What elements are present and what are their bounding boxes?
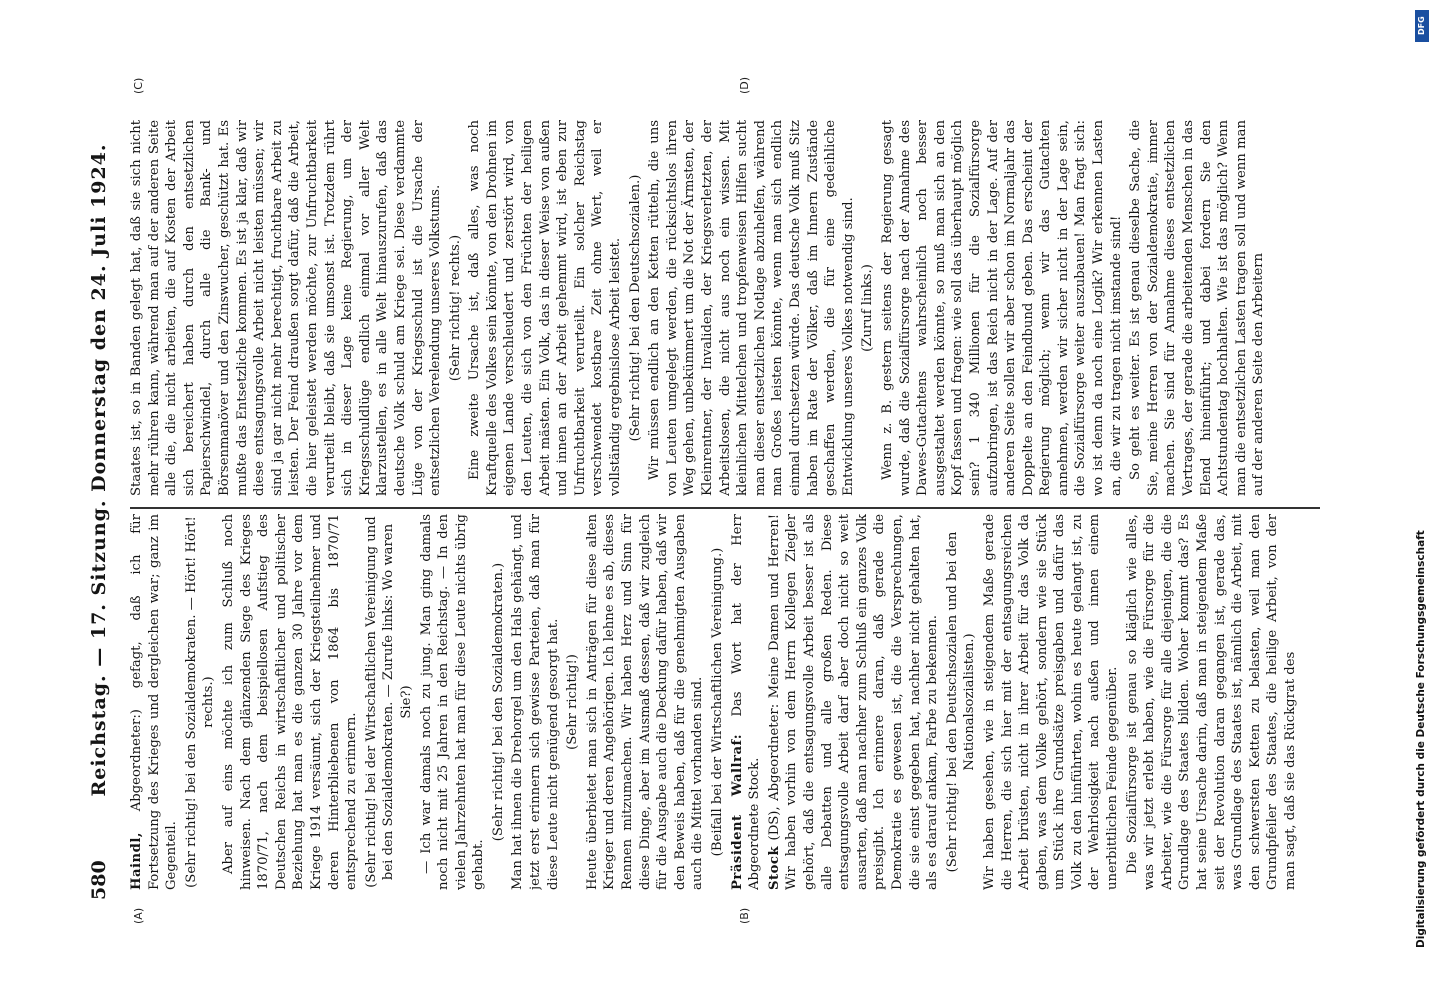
paragraph: Die Sozialfürsorge ist genau so kläglich wie alles, was wir jetzt erlebt haben, wie die Fürsorge für die Arbeiter, wie die Fürsorge für alle diejenigen, die die Grundlage des Staates bilden. Woher kommt das? Es hat seine Ursache darin, daß man in steigendem Maße seit der Revolution daran gegangen ist, gerade das, was Grundlage des Staates ist, nämlich die Arbeit, mit den schwersten Ketten zu belasten, weil man den Grundpfeiler des Staates, die heilige Arbeit, von der man sagt, daß sie das Rückgrat des: [1124, 514, 1298, 890]
speech-text: (DS), Abgeordneter: Meine Damen und Herren! Wir haben vorhin von dem Herrn Kollegen Ziegler gehört, daß die entsagungsvolle Arbeit besser ist als alle Debatten und alle großen Reden. Diese entsagungsvolle Arbeit darf aber doch nicht so weit ausarten, daß man nachher zum Schluß ein ganzes Volk preisgibt. Ich erinnere daran, daß gerade die Demokratie es gewesen ist, die die Versprechungen, die sie einst gegeben hat, nachher nicht gehalten hat, als es darauf ankam, Farbe zu bekennen.: [766, 514, 941, 890]
speaker-paragraph: [729, 514, 764, 890]
paragraph: Wir haben gesehen, wie in steigendem Maße gerade die Herren, die sich hier mit der entsagungsreichen Arbeit brüsten, nicht in ihrer Arbeit für das Volk da gaben, was dem Volke gehört, sondern wie sie Stück um Stück ihre Grundsätze preisgaben und dafür das Volk zu den hinführten, wohin es heute gelangt ist, zu der Wehrlosigkeit nach außen und innen einem unerbittlichen Feinde gegenüber.: [981, 514, 1121, 890]
paragraph: Heute überbietet man sich in Anträgen für diese alten Krieger und deren Angehörigen. Ich lehne es ab, dieses Rennen mitzumachen. Wir haben Herz und Sinn für diese Dinge, aber im Ausmaß dessen, daß wir zugleich für die Ausgabe auch die Deckung dafür haben, daß wir den Beweis haben, daß für die genehmigten Ausgaben auch die Mittel vorhanden sind.: [584, 514, 706, 890]
paragraph: Wenn z. B. gestern seitens der Regierung gesagt wurde, daß die Sozialfürsorge nach der Annahme des Dawes-Gutachtens wahrscheinlich noch besser ausgestaltet werden könnte, so muß man sich an den Kopf fassen und fragen: wie soll das überhaupt möglich sein? 1 340 Millionen für die Sozialfürsorge aufzubringen, ist das Reich nicht in der Lage. Auf der anderen Seite sollen wir aber schon im Normaljahr das Doppelte an den Feindbund geben. Das erscheint der Regierung möglich; wenn wir das Gutachten annehmen, werden wir sicher nicht in der Lage sein, die Sozialfürsorge weiter auszubauen! Man fragt sich: wo ist denn da noch eine Logik? Wir erkennen Lasten an, die wir zu tragen nicht imstande sind!: [879, 120, 1124, 496]
column-divider: [130, 507, 1320, 509]
interjection: (Sehr richtig! bei den Sozialdemokraten.): [490, 562, 506, 842]
margin-letter-c: (C): [132, 77, 145, 94]
dfg-logo: DFG: [1415, 10, 1429, 42]
page-title: Reichstag. — 17. Sitzung. Donnerstag den 24. Juli 1924.: [88, 143, 110, 797]
speaker-paragraph: [766, 514, 942, 890]
right-column: [128, 120, 1328, 496]
paragraph: Aber auf eins möchte ich zum Schluß noch hinweisen. Nach dem glänzenden Siege des Krieges 1870/71, nach dem beispiellosen Aufstieg des Deutschen Reichs in wirtschaftlicher und politischer Beziehung hat man es die ganzen 30 Jahre vor dem Kriege 1914 versäumt, sich der Kriegsteilnehmer und deren Hinterbliebenen von 1864 bis 1870/71 entsprechend zu erinnern.: [220, 514, 360, 890]
paragraph: — Ich war damals noch zu jung. Man ging damals noch nicht mit 25 Jahren in den Reichstag. — In den vielen Jahrzehnten hat man für diese Leute nichts übrig gehabt.: [418, 514, 487, 890]
paragraph: Wir müssen endlich an den Ketten rütteln, die uns von Leuten umgelegt werden, die rücksichtslos ihren Weg gehen, unbekümmert um die Not der Ärmsten, der Kleinrentner, der Invaliden, der Kriegsverletzten, der Arbeitslosen, die nicht aus noch ein wissen. Mit kleinlichen Mittelchen und tropfenweisen Hilfen sucht man dieser entsetzlichen Notlage abzuhelfen, während man Großes leisten könnte, wenn man sich endlich einmal durchsetzen würde. Das deutsche Volk muß Sitz haben im Rate der Völker, daß im Innern Zustände geschaffen werden, die für eine gedeihliche Entwicklung unseres Volkes notwendig sind.: [647, 120, 856, 496]
speech-text: Das Wort hat der Herr Abgeordnete Stock.: [729, 514, 763, 890]
speaker-paragraph: [128, 514, 181, 890]
paragraph: Eine zweite Ursache ist, daß alles, was noch Kraftquelle des Volkes sein könnte, von den Drohnen im eigenen Lande verschleudert und zerstört wird, von den Leuten, die sich von den Früchten der heiligen Arbeit mästen. Ein Volk, das in dieser Weise von außen und innen an der Arbeit gehemmt wird, ist eben zur Unfruchtbarkeit verurteilt. Ein solcher Reichstag verschwendet kostbare Zeit ohne Wert, weil er vollständig ergebnislose Arbeit leistet.: [467, 120, 624, 496]
interjection: (Sehr richtig! bei den Sozialdemokraten. — Hört! Hört! rechts.): [183, 516, 217, 888]
interjection: (Sehr richtig! bei den Deutschsozialen und bei den Nationalsozialisten.): [944, 531, 978, 873]
speaker-name: Haindl,: [129, 832, 144, 890]
page-header: [88, 40, 122, 900]
speaker-name: Stock: [766, 845, 782, 890]
paragraph: Man hat ihnen die Drehorgel um den Hals gehängt, und jetzt erst erinnern sich gewisse Parteien, daß man für diese Leute nicht genügend gesorgt hat.: [510, 514, 561, 890]
paragraph: Staates ist, so in Banden gelegt hat, daß sie sich nicht mehr rühren kann, während man auf der anderen Seite alle die, die nicht arbeiten, die auf Kosten der Arbeit sich bereichert haben durch den entsetzlichen Papierschwindel, durch alle die Bank- und Börsenmanöver und den Zinswucher, geschützt hat. Es mußte das Entsetzliche kommen. Es ist ja klar, daß wir diese entsagungsvolle Arbeit nicht leisten müssen; wir sind ja gar nicht mehr berechtigt, fruchtbare Arbeit zu leisten. Der Feind draußen sorgt dafür, daß die Arbeit, die hier geleistet werden möchte, zur Unfruchtbarkeit verurteilt bleibt, daß sie umsonst ist. Trotzdem rührt sich in dieser Lage keine Regierung, um der Kriegsschuldlüge endlich einmal vor aller Welt klarzustellen, es in alle Welt hinauszurufen, daß das deutsche Volk schuld am Kriege sei. Diese verdammte Lüge von der Kriegsschuld ist die Ursache der entsetzlichen Verelendung unseres Volkstums.: [129, 120, 444, 496]
interjection: (Zuruf links.): [860, 264, 876, 352]
left-column: [128, 514, 1328, 890]
margin-letter-a: (A): [132, 907, 145, 924]
interjection: (Beifall bei der Wirtschaftlichen Vereinigung.): [710, 547, 725, 857]
dfg-sidebar: [1413, 4, 1433, 994]
speaker-name: Präsident Wallraf:: [729, 733, 745, 890]
interjection: (Sehr richtig! bei den Deutschsozialen.): [627, 174, 643, 442]
page-number: 580: [88, 860, 110, 900]
interjection: (Sehr richtig! rechts.): [447, 234, 463, 382]
margin-letter-d: (D): [738, 76, 751, 94]
speech-text: Abgeordneter:) gefagt, daß ich für Fortsetzung des Krieges und dergleichen war; ganz im Gegenteil.: [129, 514, 180, 890]
paragraph: So geht es weiter. Es ist genau dieselbe Sache, die Sie, meine Herren von der Sozialdemokratie, immer machen. Sie sind für Annahme dieses entsetzlichen Vertrages, der gerade die arbeitenden Menschen in das Elend hineinführt; und dabei fordern Sie den Achtstundentag hochhalten. Wie ist das möglich? Wenn man die entsetzlichen Lasten tragen soll und wenn man auf der anderen Seite den Arbeitern: [1128, 120, 1267, 496]
interjection: (Sehr richtig! bei der Wirtschaftlichen Vereinigung und bei den Sozialdemokraten. — Zurufe links: Wo waren Sie?): [363, 516, 414, 888]
interjection: (Sehr richtig!): [565, 654, 581, 750]
margin-letter-b: (B): [738, 907, 751, 924]
funding-note: Digitalisierung gefördert durch die Deutsche Forschungsgemeinschaft: [1415, 530, 1427, 948]
